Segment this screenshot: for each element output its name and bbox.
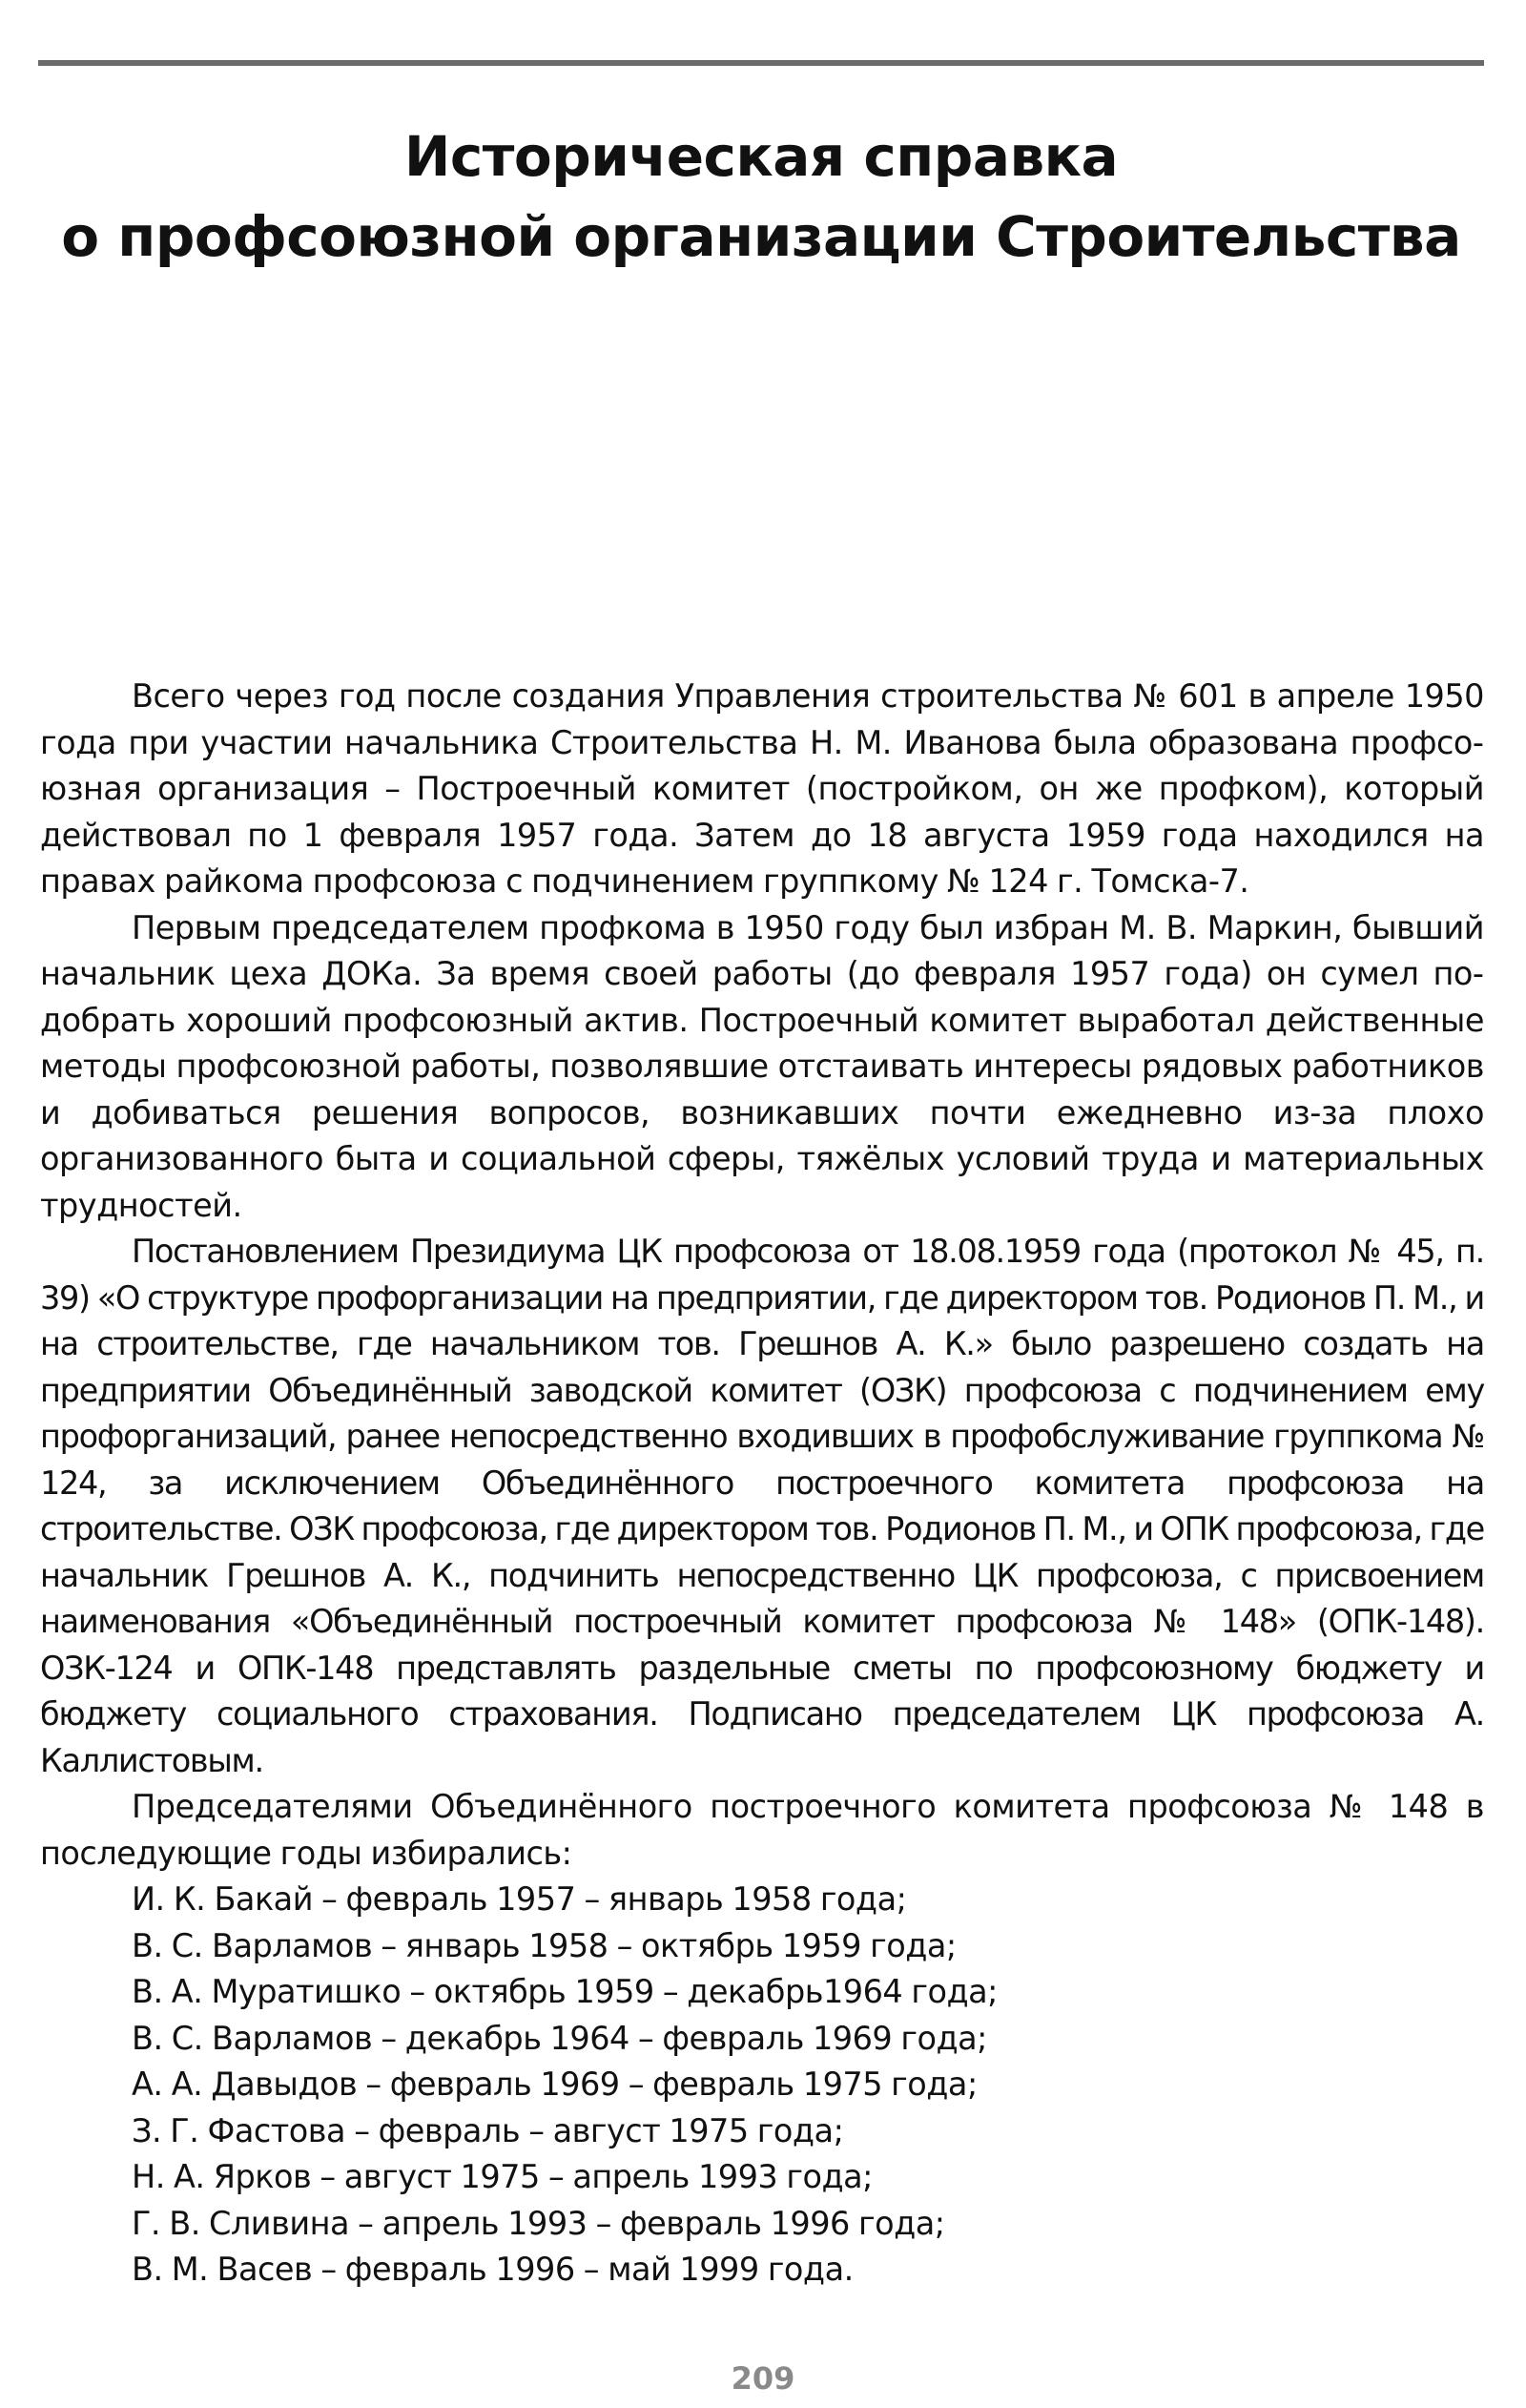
- list-item: Н. А. Ярков – август 1975 – апрель 1993 года;: [132, 2158, 873, 2195]
- chairmen-list: [40, 1877, 1484, 2294]
- paragraph-3: Постановлением Президиума ЦК профсоюза от 18.08.1959 года (протокол № 45, п. 39) «О структуре профорганизации на предприятии, где директором тов. Родионов П. М., и на строительстве, где начальником тов. Грешнов А. К.» было разрешено создать на предприятии Объединённый заводской комитет (ОЗК) профсоюза с подчинением ему профорганизаций, ранее непосредственно входивших в профобслуживание группкома № 124, за исключением Объединённого построечного комитета профсоюза на строительстве. ОЗК профсоюза, где директором тов. Родионов П. М., и ОПК профсоюза, где начальник Грешнов А. К., подчинить непосредственно ЦК профсоюза, с присвоением наименования «Объединённый построечный комитет профсоюза № 148» (ОПК-148). ОЗК-124 и ОПК-148 представлять раздельные сметы по профсоюзному бюджету и бюджету социального страхования. Подписано председателем ЦК профсоюза А. Каллистовым.: [40, 1233, 1484, 1779]
- list-item: В. М. Васев – февраль 1996 – май 1999 года.: [132, 2251, 854, 2288]
- top-rule: [38, 60, 1484, 66]
- page-title: [38, 116, 1484, 277]
- title-line-2: о профсоюзной организации Строительства: [61, 204, 1461, 269]
- list-item: И. К. Бакай – февраль 1957 – январь 1958 года;: [132, 1880, 907, 1918]
- title-line-1: Историческая справка: [403, 124, 1119, 189]
- article-body: [40, 674, 1484, 2294]
- list-item: З. Г. Фастова – февраль – август 1975 года;: [132, 2111, 844, 2149]
- paragraph-1: Всего через год после создания Управления строительства № 601 в апреле 1950 года при участии начальника Строительства Н. М. Иванова была образована профсоюзная организация – Построечный комитет (постройком, он же профком), который действовал по 1 февраля 1957 года. Затем до 18 августа 1959 года находился на правах райкома профсоюза с подчинением группкому № 124 г. Томска-7.: [40, 677, 1484, 900]
- list-item: А. А. Давыдов – февраль 1969 – февраль 1975 года;: [132, 2065, 978, 2103]
- list-item: В. С. Варламов – январь 1958 – октябрь 1959 года;: [132, 1926, 957, 1964]
- paragraph-2: Первым председателем профкома в 1950 году был избран М. В. Маркин, бывший начальник цеха ДОКа. За время своей работы (до февраля 1957 года) он сумел подобрать хороший профсоюзный актив. Построечный комитет выработал действенные методы профсоюзной работы, позволявшие отстаивать интересы рядовых работников и добиваться решения вопросов, возникавших почти ежедневно из-за плохо организованного быта и социальной сферы, тяжёлых условий труда и материальных трудностей.: [40, 908, 1484, 1224]
- page-number: 209: [731, 2360, 795, 2397]
- paragraph-4: Председателями Объединённого построечного комитета профсоюза № 148 в последующие годы избирались:: [40, 1788, 1484, 1872]
- list-item: Г. В. Сливина – апрель 1993 – февраль 1996 года;: [132, 2204, 945, 2242]
- list-item: В. С. Варламов – декабрь 1964 – февраль 1969 года;: [132, 2019, 987, 2057]
- list-item: В. А. Муратишко – октябрь 1959 – декабрь1964 года;: [132, 1973, 998, 2010]
